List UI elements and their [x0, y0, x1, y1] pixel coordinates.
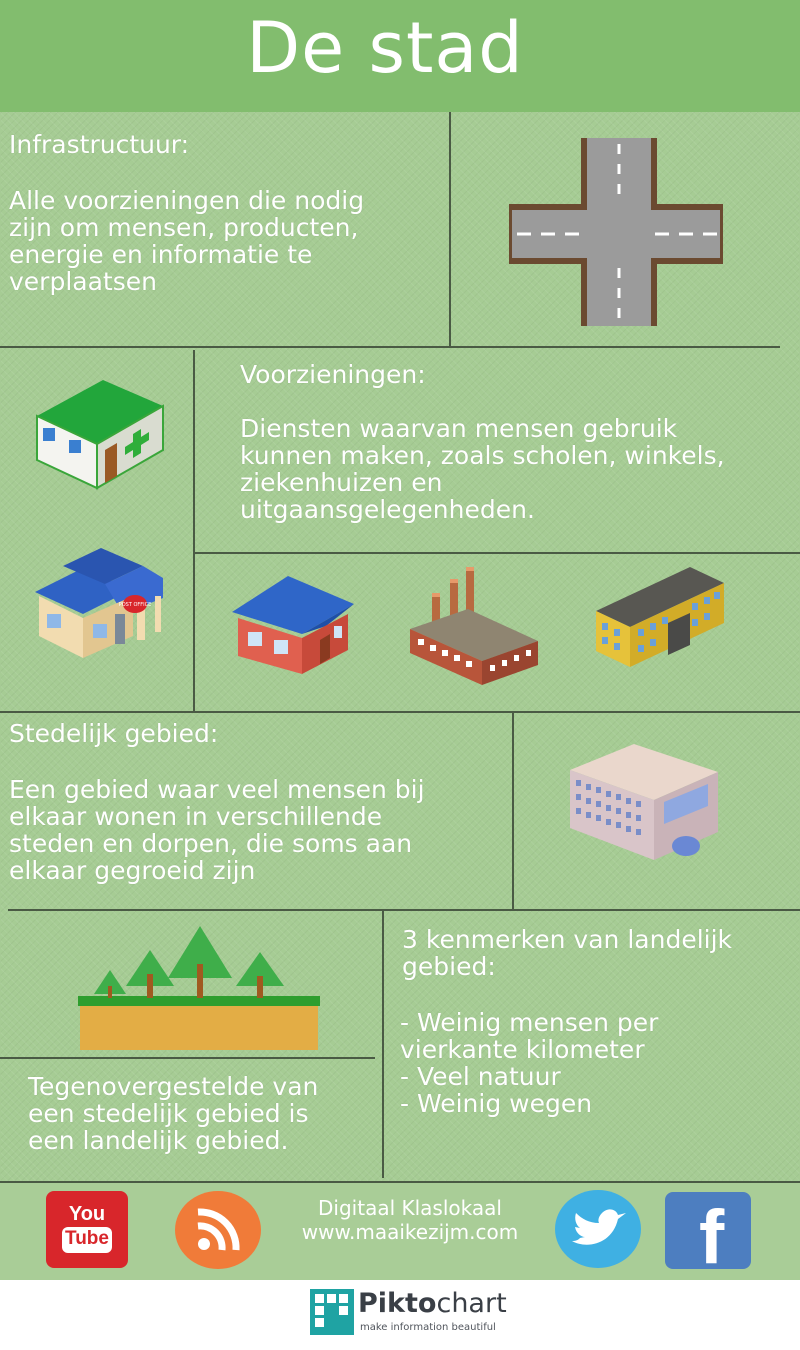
voorzieningen-text: Diensten waarvan mensen gebruik kunnen maken, zoals scholen, winkels, ziekenhuizen en uitgaansgelegenheden. — [240, 414, 725, 524]
voorzieningen-heading: Voorzieningen: — [240, 360, 426, 389]
divider — [193, 552, 800, 554]
kenmerken-heading: 3 kenmerken van landelijk gebied: — [402, 925, 733, 981]
infrastructuur-text: Alle voorzieningen die nodig zijn om mensen, producten, energie en informatie te verplaatsen — [9, 186, 365, 296]
kenmerken-list: - Weinig mensen per vierkante kilometer - Veel natuur - Weinig wegen — [400, 1008, 659, 1118]
piktochart-tagline: make information beautiful — [360, 1322, 496, 1333]
house-illustration — [230, 574, 356, 676]
facebook-icon[interactable]: f — [665, 1192, 751, 1269]
divider — [449, 112, 451, 348]
divider — [0, 346, 780, 348]
page-title: De stad — [246, 7, 524, 89]
divider — [8, 909, 800, 911]
infrastructuur-heading: Infrastructuur: — [9, 130, 190, 159]
divider — [512, 712, 514, 910]
rss-icon[interactable] — [174, 1190, 262, 1270]
footer-website-link[interactable]: www.maaikezijm.com — [301, 1220, 519, 1244]
tegenovergestelde-text: Tegenovergestelde van een stedelijk gebied is een landelijk gebied. — [28, 1072, 319, 1155]
school-building-illustration — [594, 567, 726, 669]
divider — [0, 711, 800, 713]
post-office-illustration — [33, 548, 165, 660]
divider — [382, 910, 384, 1178]
hospital-illustration — [33, 378, 165, 490]
stedelijk-text: Een gebied waar veel mensen bij elkaar wonen in verschillende steden en dorpen, die soms aan elkaar gegroeid zijn — [9, 775, 425, 885]
factory-illustration — [408, 565, 540, 687]
divider — [193, 350, 195, 712]
twitter-icon[interactable] — [554, 1189, 642, 1269]
footer-site-name: Digitaal Klaslokaal — [318, 1196, 502, 1220]
piktochart-logo-icon — [310, 1289, 354, 1335]
nature-illustration — [78, 924, 320, 1050]
stedelijk-heading: Stedelijk gebied: — [9, 719, 219, 748]
piktochart-wordmark: Piktochart — [358, 1288, 507, 1319]
youtube-icon[interactable]: You Tube — [46, 1191, 128, 1268]
svg-text:POST OFFICE: POST OFFICE — [118, 602, 152, 608]
office-tower-illustration — [568, 740, 720, 862]
divider — [0, 1057, 375, 1059]
road-crossing-illustration — [509, 138, 723, 326]
